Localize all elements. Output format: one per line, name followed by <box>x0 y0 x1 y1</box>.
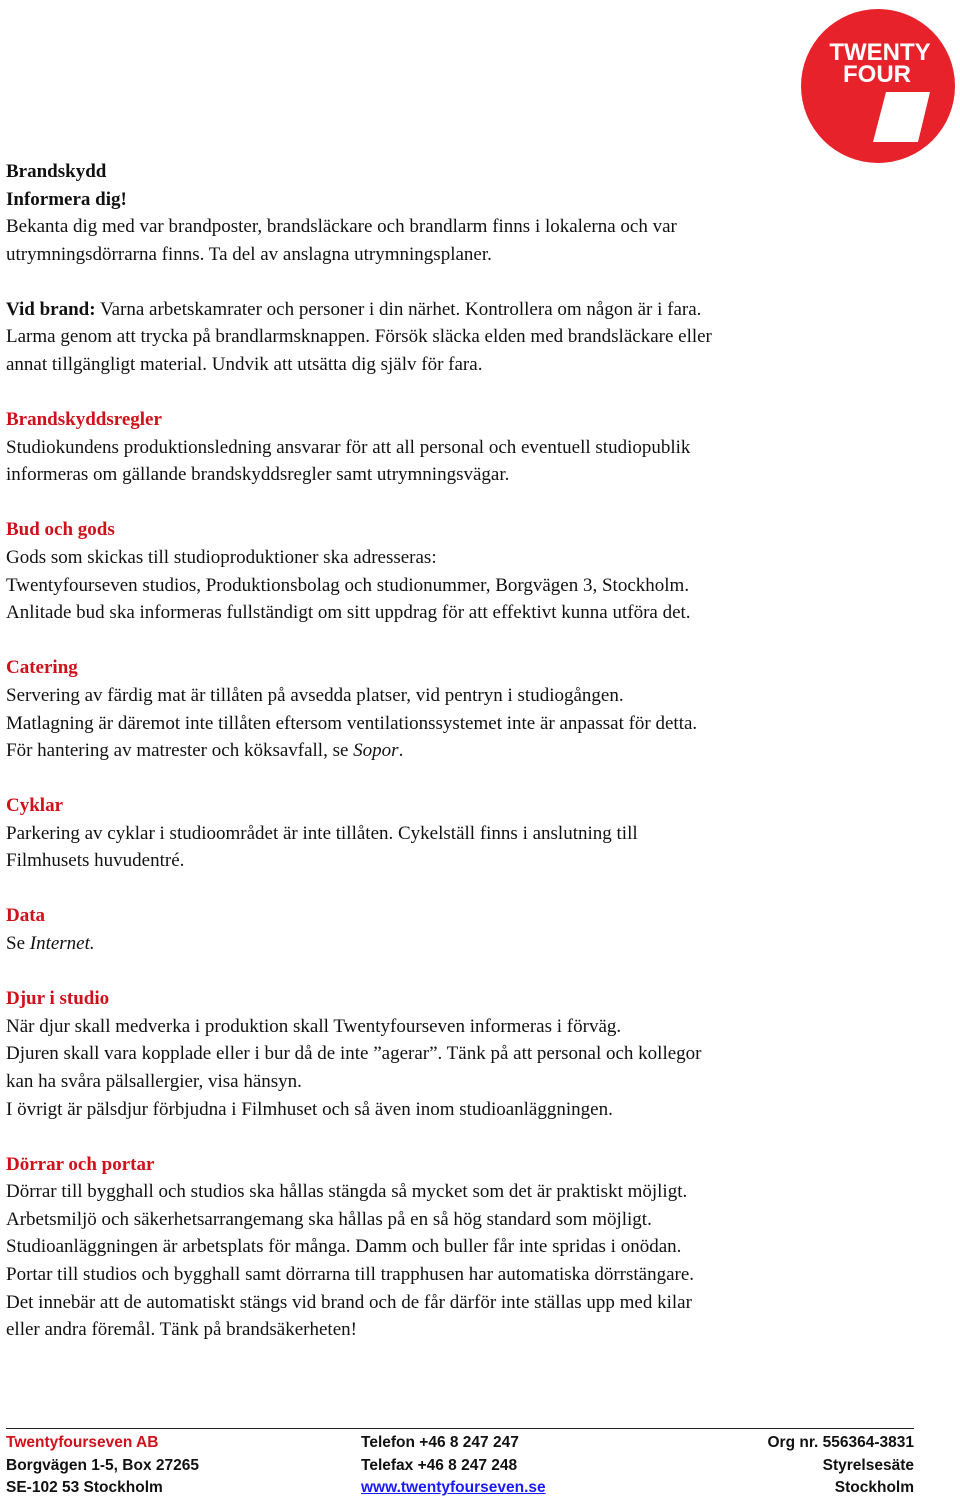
paragraph-line: utrymningsdörrarna finns. Ta del av anslagna utrymningsplaner. <box>6 243 492 265</box>
footer-company-name: Twentyfourseven AB <box>6 1434 159 1451</box>
section-title-brandskydd: Brandskydd <box>6 161 107 182</box>
section-title-djur: Djur i studio <box>6 988 110 1010</box>
paragraph-line: Djuren skall vara kopplade eller i bur då de inte ”agerar”. Tänk på att personal och kollegor <box>6 1043 702 1065</box>
paragraph-line <box>6 930 946 958</box>
paragraph-line <box>6 737 946 765</box>
logo-text-line2: FOUR <box>843 61 911 88</box>
paragraph-line: annat tillgängligt material. Undvik att utsätta dig själv för fara. <box>6 354 483 376</box>
paragraph-line: Portar till studios och bygghall samt dörrarna till trapphusen har automatiska dörrstängare. <box>6 1264 695 1285</box>
paragraph-line: informeras om gällande brandskyddsregler samt utrymningsvägar. <box>6 464 510 486</box>
logo-text-line1: TWENTY <box>829 39 931 66</box>
section-subtitle-informera: Informera dig! <box>6 188 127 210</box>
paragraph-line: Anlitade bud ska informeras fullständigt om sitt uppdrag för att effektivt kunna utföra det. <box>6 602 691 624</box>
footer-row <box>6 1479 914 1502</box>
paragraph-line: Larma genom att trycka på brandlarmsknappen. Försök släcka elden med brandsläckare eller <box>6 326 712 348</box>
paragraph-line: Dörrar till bygghall och studios ska hållas stängda så mycket som det är praktiskt möjligt. <box>6 1181 688 1203</box>
paragraph-line: Studiokundens produktionsledning ansvarar för att all personal och eventuell studiopublik <box>6 436 691 458</box>
section-catering <box>6 654 946 764</box>
section-djur-i-studio <box>6 985 946 1123</box>
paragraph-line: eller andra föremål. Tänk på brandsäkerheten! <box>6 1319 357 1341</box>
section-title-cyklar: Cyklar <box>6 795 63 817</box>
section-data <box>6 902 946 957</box>
paragraph-line: Gods som skickas till studioproduktioner ska adresseras: <box>6 547 437 569</box>
paragraph-line: I övrigt är pälsdjur förbjudna i Filmhuset och så även inom studioanläggningen. <box>6 1098 613 1120</box>
paragraph-line: När djur skall medverka i produktion skall Twentyfourseven informeras i förväg. <box>6 1015 622 1037</box>
footer-org-number: Org nr. 556364-3831 <box>767 1434 914 1451</box>
footer-phone: Telefon +46 8 247 247 <box>361 1434 519 1451</box>
footer-postal-address: SE-102 53 Stockholm <box>6 1479 163 1496</box>
section-title-brandskyddsregler: Brandskyddsregler <box>6 409 162 431</box>
document-body <box>6 158 946 1344</box>
internet-reference: Internet. <box>29 933 95 955</box>
paragraph-line: Bekanta dig med var brandposter, brandsläckare och brandlarm finns i lokalerna och var <box>6 216 677 238</box>
data-prefix: Se <box>6 933 30 955</box>
footer-fax: Telefax +46 8 247 248 <box>361 1456 518 1474</box>
paragraph-line: Studioanläggningen är arbetsplats för många. Damm och buller får inte spridas i onödan. <box>6 1236 682 1258</box>
paragraph-line: Arbetsmiljö och säkerhetsarrangemang ska hållas på en så hög standard som möjligt. <box>6 1208 652 1230</box>
paragraph-line: Servering av färdig mat är tillåten på avsedda platser, vid pentryn i studiogången. <box>6 684 624 706</box>
catering-last-suffix: . <box>398 740 404 762</box>
page-footer <box>6 1428 914 1502</box>
section-brandskydd <box>6 158 946 379</box>
section-bud-och-gods <box>6 516 946 626</box>
section-title-data: Data <box>6 905 46 927</box>
catering-last-prefix: För hantering av matrester och köksavfall, se <box>6 740 354 762</box>
paragraph-line: kan ha svåra pälsallergier, visa hänsyn. <box>6 1070 302 1092</box>
paragraph-line: Twentyfourseven studios, Produktionsbolag och studionummer, Borgvägen 3, Stockholm. <box>6 574 690 596</box>
twenty-four-logo <box>800 8 956 164</box>
footer-row <box>6 1434 914 1457</box>
fire-label: Vid brand: <box>6 298 96 320</box>
footer-seat-city: Stockholm <box>834 1479 914 1496</box>
footer-row <box>6 1457 914 1480</box>
section-title-bud: Bud och gods <box>6 519 115 541</box>
section-dorrar-och-portar <box>6 1151 946 1344</box>
section-cyklar <box>6 792 946 875</box>
paragraph-line: Matlagning är däremot inte tillåten eftersom ventilationssystemet inte är anpassat för detta. <box>6 712 698 734</box>
paragraph-line: Det innebär att de automatiskt stängs vid brand och de får därför inte ställas upp med kilar <box>6 1291 692 1313</box>
fire-instructions-line <box>6 296 946 324</box>
section-title-dorrar: Dörrar och portar <box>6 1153 155 1175</box>
section-title-catering: Catering <box>6 657 78 679</box>
footer-seat-label: Styrelsesäte <box>822 1456 914 1474</box>
section-brandskyddsregler <box>6 406 946 489</box>
paragraph-line: Parkering av cyklar i studioområdet är inte tillåten. Cykelställ finns i anslutning till <box>6 822 638 844</box>
paragraph-line: Filmhusets huvudentré. <box>6 850 185 872</box>
fire-line-rest: Varna arbetskamrater och personer i din närhet. Kontrollera om någon är i fara. <box>95 298 702 320</box>
footer-street-address: Borgvägen 1-5, Box 27265 <box>6 1456 199 1474</box>
footer-website-link[interactable]: www.twentyfourseven.se <box>361 1479 546 1496</box>
sopor-reference: Sopor <box>353 740 399 762</box>
